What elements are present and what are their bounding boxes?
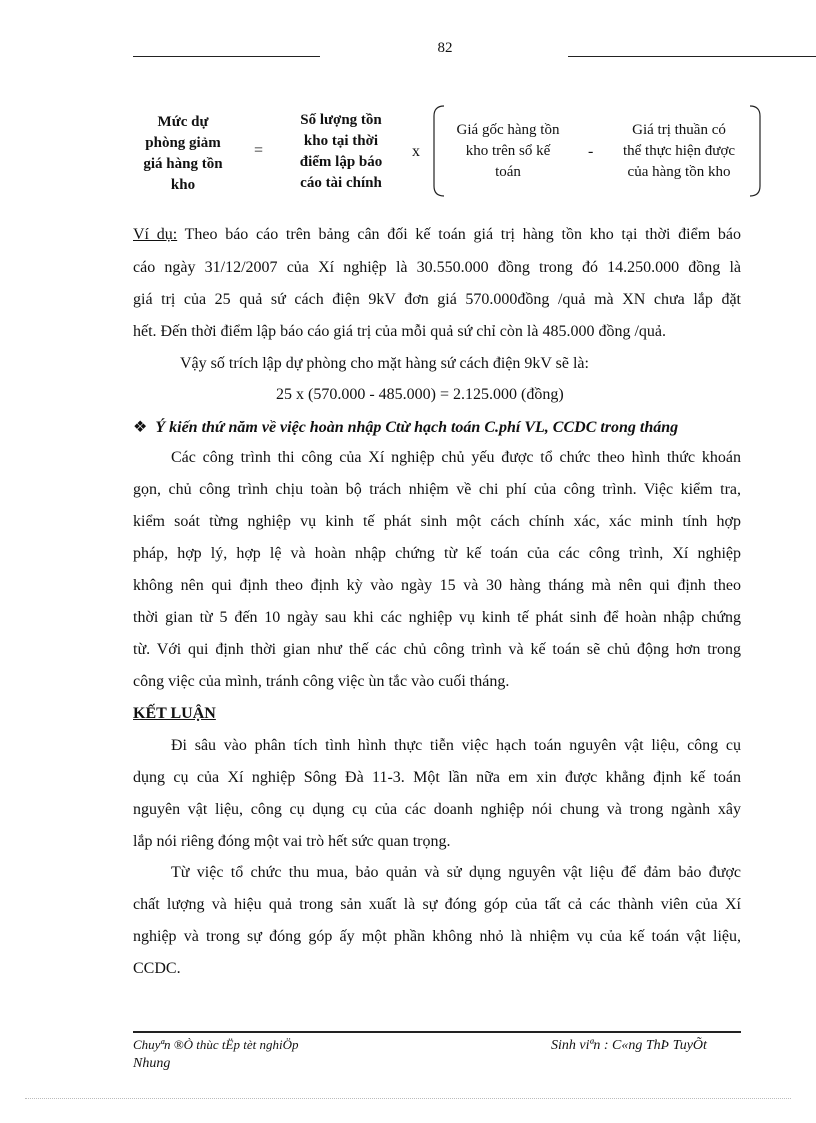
formula-text-line: kho tại thời [303,133,379,149]
conclusion-para1-line: nguyên vật liệu, công cụ dụng cụ của các doanh nghiệp nói chung và trong ngành xây [133,801,741,818]
formula-bracket-right [748,104,764,198]
formula-left-term [128,112,238,196]
conclusion-para2-line: Từ việc tổ chức thu mua, bảo quản và sử dụng nguyên vật liệu để đảm bảo được [171,864,741,881]
formula-text-line: Giá gốc hàng tồn [456,122,560,138]
formula-text-line: cáo tài chính [300,175,382,191]
formula-text-line: Mức dự [157,114,209,130]
example-line-1-text: Theo báo cáo trên bảng cân đối kế toán giá trị hàng tồn kho tại thời điểm báo [177,226,741,243]
opinion-line: từ. Với qui định thời gian như thế các chủ công trình và kế toán sẽ chủ động hơn trong [133,641,741,658]
opinion-line: không nên qui định theo định kỳ vào ngày 15 và 30 hàng tháng mà nên qui định theo [133,577,741,594]
footer-rule [133,1031,741,1033]
opinion-line: thời gian từ 5 đến 10 ngày sau khi các nghiệp vụ kinh tế phát sinh để hoàn nhập chứng [133,609,741,626]
example-line-5: Vậy số trích lập dự phòng cho mặt hàng sứ cách điện 9kV sẽ là: [180,355,589,372]
formula-bracket-right-term [606,120,752,183]
formula-text-line: của hàng tồn kho [627,164,731,180]
header-rule-left [133,56,320,57]
opinion-heading [133,417,678,437]
footer-right: Sinh viªn : C«ng ThÞ TuyÕt [551,1038,707,1053]
opinion-heading-text: Ý kiến thứ năm về việc hoàn nhập Ctừ hạch toán C.phí VL, CCDC trong tháng [155,419,679,436]
example-line-4: hết. Đến thời điểm lập báo cáo giá trị của mỗi quả sứ chỉ còn là 485.000 đồng /quả. [133,323,666,340]
formula-minus: - [588,143,594,160]
formula-text-line: Số lượng tồn [300,112,382,128]
footer-left-line-1: Chuyªn ®Ò thùc tËp tèt nghiÖp [133,1037,299,1052]
conclusion-para1-line: Đi sâu vào phân tích tình hình thực tiễn việc hạch toán nguyên vật liệu, công cụ [171,737,741,754]
page-number: 82 [437,40,453,56]
formula-multiply: x [412,143,420,160]
formula-equals: = [254,142,264,159]
opinion-line: Các công trình thi công của Xí nghiệp chủ yếu được tổ chức theo hình thức khoán [171,449,741,466]
formula-text-line: kho trên sổ kế [465,143,551,159]
formula-text-line: kho [170,177,196,193]
conclusion-para2-line: CCDC. [133,960,181,977]
formula-text-line: thể thực hiện được [622,143,736,159]
opinion-line: gọn, chủ công trình chịu toàn bộ trách nhiệm về chi phí của công trình. Việc kiểm tra, [133,481,741,498]
opinion-line: kiểm soát từng nghiệp vụ kinh tế phát sinh một cách chính xác, xác minh tính hợp [133,513,741,530]
conclusion-para1-line: dụng cụ của Xí nghiệp Sông Đà 11-3. Một lần nữa em xin được khẳng định kế toán [133,769,741,786]
example-line-2: cáo ngày 31/12/2007 của Xí nghiệp là 30.550.000 đồng trong đó 14.250.000 đồng là [133,259,741,276]
formula-bracket-left-term [438,120,578,183]
formula-text-line: điểm lập báo [299,154,383,170]
example-label: Ví dụ: [133,226,178,243]
conclusion-para2-line: nghiệp và trong sự đóng góp ấy một phần không nhỏ là nhiệm vụ của kế toán vật liệu, [133,928,741,945]
header-rule-right [568,56,816,57]
formula-text-line: giá hàng tồn [143,156,223,172]
conclusion-title: KẾT LUẬN [133,705,216,722]
conclusion-para2-line: chất lượng và hiệu quả trong sản xuất là sự đóng góp của tất cả các thành viên của Xí [133,896,741,913]
footer-left-line-2: Nhung [133,1056,171,1071]
formula-text-line: Giá trị thuần có [632,122,726,138]
opinion-line: công việc của mình, tránh công việc ùn tắc vào cuối tháng. [133,673,510,690]
conclusion-para1-line: lắp nói riêng đóng một vai trò hết sức quan trọng. [133,833,451,850]
page-bottom-divider [25,1098,791,1099]
example-calculation: 25 x (570.000 - 485.000) = 2.125.000 (đồng) [276,386,564,403]
example-line-3: giá trị của 25 quả sứ cách điện 9kV đơn giá 570.000đồng /quả mà XN chưa lắp đặt [133,291,741,308]
example-line-1 [133,226,741,244]
diamond-bullet-icon: ❖ [133,419,148,436]
formula-middle-term [280,110,402,194]
formula-text-line: toán [495,164,521,180]
opinion-line: pháp, hợp lý, hợp lệ và hoàn nhập chứng từ kế toán của các công trình, Xí nghiệp [133,545,741,562]
formula-text-line: phòng giảm [145,135,221,151]
